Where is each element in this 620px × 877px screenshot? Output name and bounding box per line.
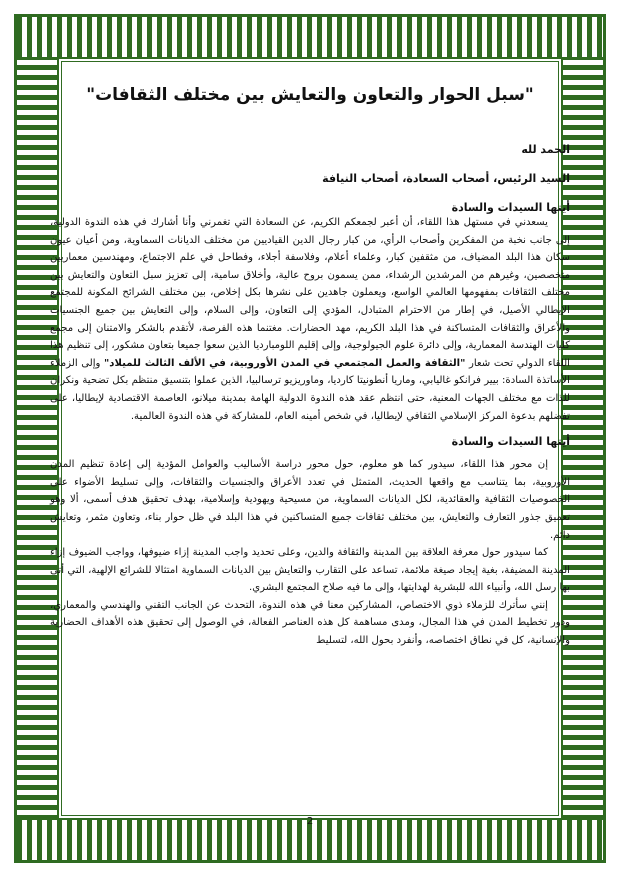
paragraph-axis: إن محور هذا اللقاء، سيدور كما هو معلوم، حول محور دراسة الأساليب والعوامل المؤدية إلى إعادة تنظيم المدن الأوروبية، بما يتناسب مع واقعها الحديث، المتمثل في تعدد الأعراق والجنسيات والثقافات، وإلى تسليط الأضواء على الخصوصيات الثقافية والعقائدية، لكل الديانات السماوية، من مسيحية ويهودية وإسلامية، بهدف تحقيق هدف أسمى، ألا وهو تعميق جذور التعارف والتعايش، بين مختلف ثقافات جميع المتساكنين في هذا البلد في ظل حوار بناء، وتعاون مثمر، وتعايش دائم. [50, 459, 570, 541]
greek-key-border-top [17, 17, 603, 57]
page-number: 2 [306, 816, 314, 827]
paragraph-intro [50, 214, 570, 425]
paragraph-relation: كما سيدور حول معرفة العلاقة بين المدينة والثقافة والدين، وعلى تحديد واجب المدينة إزاء ضيوفها، وواجب الضيوف إزاء المدينة المضيفة، بغية إيجاد صيغة ملائمة، تساعد على التقارب والتعايش بين الديانات السماوية امتثالا للشرائع الإلهية، التي أتى بها رسل الله، وأنبياء الله للبشرية لهدايتها، وإلى ما فيه صلاح المجتمع البشري. [50, 547, 570, 594]
section-subheading: أيتها السيدات والسادة [451, 435, 570, 449]
page-title: "سبل الحوار والتعاون والتعايش بين مختلف الثقافات" [86, 85, 534, 105]
paragraph-intro-end: وإلى الزملاء الأساتذة السادة: بيير فرانكو غاليابي، وماريا أنطونيتا كارديا، وماوريزيو ترسالبيا، الذين عملوا بتنسيق منتظم بكل تضحية ونكران للذات مع مختلف الجهات المعنية، حتى انتظم عقد هذه الندوة الدولية الهامة بمدينة ميلانو، العاصمة الاقتصادية لإيطاليا، على تفضلهم بدعوة المركز الإسلامي الثقافي لإيطاليا، في شخص أمينه العام، للمشاركة في هذه الندوة العالمية. [50, 357, 570, 422]
greeting-addressees: السيد الرئيس، أصحاب السعادة، أصحاب النيافة [322, 172, 570, 185]
greeting-hamd: الحمد لله [521, 143, 570, 156]
paragraph-intro-theme: "الثقافة والعمل المجتمعي في المدن الأوروبية، في الألف الثالث للميلاد" [104, 357, 466, 369]
paragraph-intro-start: يسعدني في مستهل هذا اللقاء، أن أعبر لجمعكم الكريم، عن السعادة التي تغمرني وأنا أشارك في هذه الندوة الدولية، إلى جانب نخبة من المفكرين وأصحاب الرأي، من كبار رجال الدين القياديين من مختلف الديانات السماوية، ومن أعيان عيون سكان هذا البلد المضياف، من مثقفين كبار، وعلماء أعلام، وفلاسفة أجلاء، وفطاحل في علم الاجتماع، ومهندسين معماريين متخصصين، وغيرهم من المرشدين الرشداء، ممن يسمون بروح عالية، وأخلاق سامية، إلى تعزيز سبل التعاون والتعايش بين مختلف الثقافات بمفهومها العالمي الواسع، ويعملون جاهدين على نشرها بكل إخلاص، بين مختلف الشرائح المكونة للمجتمع الإيطالي الأصيل، في إطار من الاحترام المتبادل، المؤدي إلى التعاون، وإلى السلام، وإلى التعايش بين جميع الجنسيات والأعراق والثقافات المتساكنة في هذا البلد الكريم، مهد الحضارات. مغتنما هذه الفرصة، لأتقدم بالشكر والامتنان إلى مجمع كليات الهندسة المعمارية، وإلى دائرة علوم الجيولوجية، وإلى إقليم اللومبارديا الذين سعوا جميعا بتعاون مشكور، إلى تنظيم هذا اللقاء الدولي تحت شعار [50, 217, 570, 369]
document-body [50, 55, 570, 827]
greeting-ladies: أيتها السيدات والسادة [451, 201, 570, 214]
paragraph-colleagues: إنني سأترك للزملاء ذوي الاختصاص، المشاركين معنا في هذه الندوة، التحدث عن الجانب التقني والهندسي والمعماري، ودور تخطيط المدن في هذا المجال، ومدى مساهمة كل هذه العناصر الفعالة، في الوصول إلى تحقيق هذه الأهداف الحضارية والإنسانية، كل في نطاق اختصاصه، وأنفرد بحول الله، لتسليط [50, 599, 570, 647]
